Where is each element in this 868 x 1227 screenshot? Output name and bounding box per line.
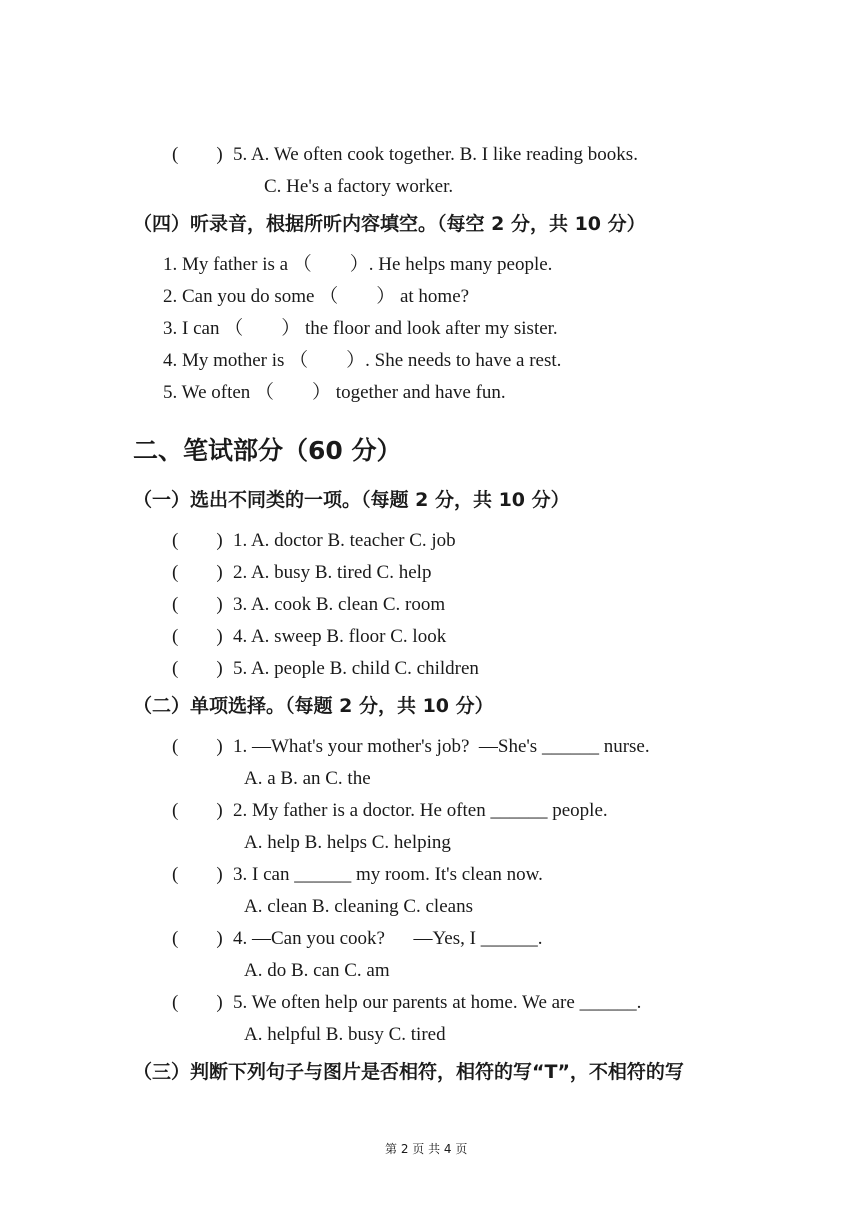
answer-paren[interactable]: ( ) <box>172 626 223 647</box>
question-options: C. He's a factory worker. <box>264 176 454 197</box>
fill-item: 3. I can （ ） the floor and look after my sister. <box>163 318 558 339</box>
answer-paren[interactable]: ( ) <box>172 928 223 949</box>
section-heading: （一）选出不同类的一项。（每题 2 分，共 10 分） <box>133 489 570 511</box>
answer-paren[interactable]: ( ) <box>172 864 223 885</box>
choice-item: 4. A. sweep B. floor C. look <box>233 626 447 647</box>
fill-item: 2. Can you do some （ ） at home? <box>163 286 470 307</box>
answer-paren[interactable]: ( ) <box>172 736 223 757</box>
section-heading: （三）判断下列句子与图片是否相符，相符的写“T”，不相符的写 <box>133 1061 684 1083</box>
question-text: 4. —Can you cook? —Yes, I ______. <box>233 928 543 949</box>
question-text: 2. My father is a doctor. He often ______ people. <box>233 800 608 821</box>
choice-item: 5. A. people B. child C. children <box>233 658 479 679</box>
choice-item: 3. A. cook B. clean C. room <box>233 594 446 615</box>
section-heading: （二）单项选择。（每题 2 分，共 10 分） <box>133 695 494 717</box>
question-options: A. help B. helps C. helping <box>244 832 451 853</box>
choice-item: 2. A. busy B. tired C. help <box>233 562 432 583</box>
page-number: 第 2 页 共 4 页 <box>385 1142 468 1156</box>
section-heading: （四）听录音，根据所听内容填空。（每空 2 分，共 10 分） <box>133 213 646 235</box>
question-options: A. a B. an C. the <box>244 768 371 789</box>
question-text: 5. A. We often cook together. B. I like reading books. <box>233 144 638 165</box>
question-options: A. helpful B. busy C. tired <box>244 1024 446 1045</box>
fill-item: 4. My mother is （ ）. She needs to have a rest. <box>163 350 562 371</box>
answer-paren[interactable]: ( ) <box>172 594 223 615</box>
answer-paren[interactable]: ( ) <box>172 562 223 583</box>
question-text: 1. —What's your mother's job? —She's ______ nurse. <box>233 736 650 757</box>
question-options: A. do B. can C. am <box>244 960 390 981</box>
answer-paren[interactable]: ( ) <box>172 992 223 1013</box>
question-options: A. clean B. cleaning C. cleans <box>244 896 473 917</box>
answer-paren[interactable]: ( ) <box>172 144 223 165</box>
question-text: 3. I can ______ my room. It's clean now. <box>233 864 543 885</box>
choice-item: 1. A. doctor B. teacher C. job <box>233 530 456 551</box>
fill-item: 1. My father is a （ ）. He helps many people. <box>163 254 553 275</box>
fill-item: 5. We often （ ） together and have fun. <box>163 382 506 403</box>
answer-paren[interactable]: ( ) <box>172 658 223 679</box>
answer-paren[interactable]: ( ) <box>172 800 223 821</box>
answer-paren[interactable]: ( ) <box>172 530 223 551</box>
question-text: 5. We often help our parents at home. We are ______. <box>233 992 642 1013</box>
part-heading: 二、笔试部分（60 分） <box>133 436 402 465</box>
